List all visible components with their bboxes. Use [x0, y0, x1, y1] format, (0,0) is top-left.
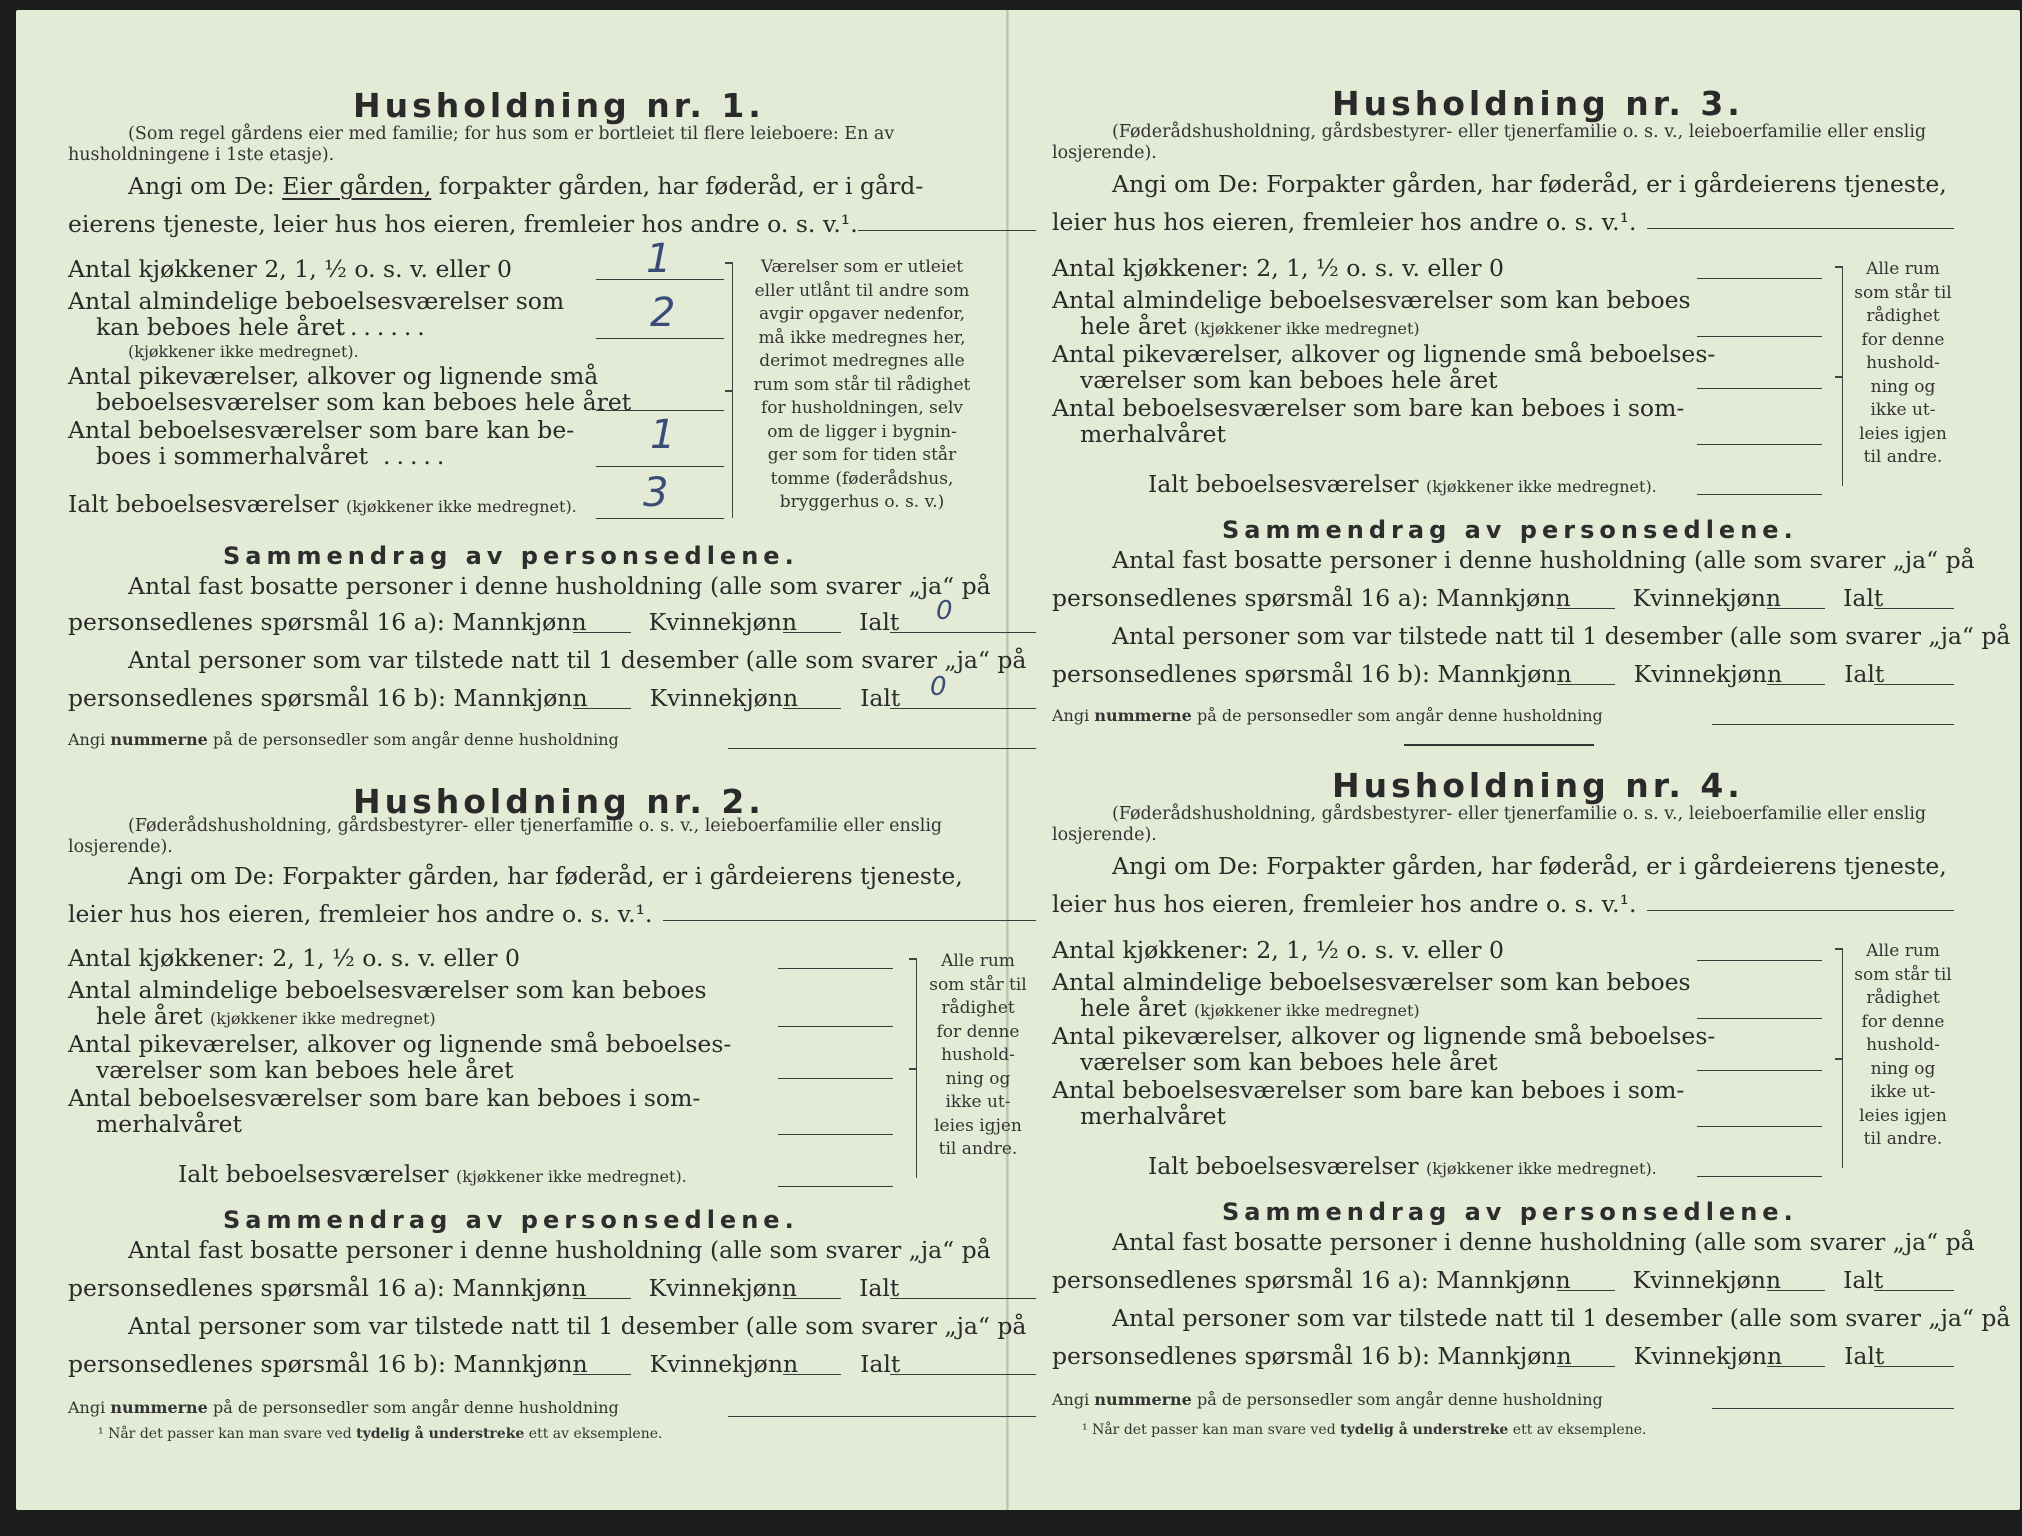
- left-footnote-bold: tydelig å understreke: [356, 1426, 525, 1442]
- h1-note-line: eller utlånt til andre som: [754, 280, 970, 301]
- h1-ialt-answer: 3: [643, 470, 669, 516]
- h4-alm-sub: (kjøkkener ikke medregnet): [1194, 1001, 1420, 1020]
- h3-fast-kvinne-rule: [1767, 608, 1825, 609]
- h3-intro: (Føderådshusholdning, gårdsbestyrer- eller tjenerfamilie o. s. v., leieboerfamilie eller enslig losjerende).: [1052, 122, 1927, 163]
- h4-note-line: som står til: [1854, 964, 1952, 985]
- h4-fast-mann-label: personsedlenes spørsmål 16 a): Mannkjønn: [1052, 1266, 1571, 1294]
- h3-note-line: ning og: [1870, 376, 1936, 397]
- right-footnote-suffix: ett av eksemplene.: [1512, 1422, 1647, 1438]
- left-footnote-suffix: ett av eksemplene.: [528, 1426, 663, 1442]
- h4-tilstede-line1: Antal personer som var tilstede natt til 1 desember (alle som svarer „ja“ på: [1112, 1304, 2011, 1332]
- h3-alm-sub: (kjøkkener ikke medregnet): [1194, 319, 1420, 338]
- h2-fast-kvinne-rule: [783, 1298, 841, 1299]
- h2-fast-mann-rule: [573, 1298, 631, 1299]
- h3-alm-label-1: Antal almindelige beboelsesværelser som kan beboes: [1052, 286, 1691, 314]
- h2-angi-line2: leier hus hos eieren, fremleier hos andre o. s. v.¹.: [68, 900, 653, 928]
- h4-nummerne-pre: Angi: [1052, 1390, 1090, 1409]
- h1-note-line: ger som for tiden står: [767, 445, 957, 465]
- h3-kjokkener-label: Antal kjøkkener: 2, 1, ½ o. s. v. eller 0: [1052, 254, 1504, 282]
- h3-note: [1848, 258, 1958, 470]
- h3-fast-ialt-rule: [1874, 608, 1954, 609]
- h4-alm-label-2-text: hele året: [1080, 994, 1187, 1022]
- h3-title: Husholdning nr. 3.: [1332, 84, 1744, 123]
- h4-angi-label: Angi om De:: [1112, 852, 1259, 880]
- h3-angi-rest: Forpakter gården, har føderåd, er i gårdeierens tjeneste,: [1266, 170, 1947, 198]
- h4-note-line: ning og: [1870, 1058, 1936, 1079]
- h3-pike-label-2: værelser som kan beboes hele året: [1080, 366, 1498, 394]
- h3-pike-rule: [1697, 388, 1822, 389]
- h4-intro: (Føderådshusholdning, gårdsbestyrer- eller tjenerfamilie o. s. v., leieboerfamilie eller enslig losjerende).: [1052, 804, 1927, 845]
- h2-fast-line1: Antal fast bosatte personer i denne husholdning (alle som svarer „ja“ på: [128, 1236, 991, 1264]
- h1-note-line: Værelser som er utleiet: [760, 257, 964, 277]
- h2-summary-title: Sammendrag av personsedlene.: [223, 1206, 799, 1234]
- h2-tilstede-ialt-rule: [890, 1374, 1036, 1375]
- h4-summary-title: Sammendrag av personsedlene.: [1222, 1198, 1798, 1226]
- h4-angi-line2: leier hus hos eieren, fremleier hos andre o. s. v.¹.: [1052, 890, 1637, 918]
- h2-tilstede-mann-rule: [573, 1374, 631, 1375]
- h2-fast-line2: [68, 1274, 899, 1302]
- h1-intro: (Som regel gårdens eier med familie; for hus som er bortleiet til flere leieboere: En av husholdningene i 1ste etasje).: [68, 124, 895, 165]
- h1-note-line: avgir opgaver nedenfor,: [758, 304, 965, 324]
- h4-tilstede-mann-rule: [1557, 1366, 1615, 1367]
- h3-tilstede-ialt-label: Ialt: [1844, 660, 1885, 688]
- h3-fast-mann-label: personsedlenes spørsmål 16 a): Mannkjønn: [1052, 584, 1571, 612]
- h1-fast-ialt-answer: 0: [936, 596, 953, 626]
- h2-note-line: til andre.: [938, 1139, 1018, 1159]
- h1-fast-line1: Antal fast bosatte personer i denne husholdning (alle som svarer „ja“ på: [128, 572, 991, 600]
- h3-note-line: ikke ut-: [1870, 400, 1936, 420]
- h3-note-line: Alle rum: [1866, 259, 1940, 279]
- h3-tilstede-kvinne-rule: [1767, 684, 1825, 685]
- h3-angi-rule: [1647, 228, 1954, 229]
- h2-fast-mann-label: personsedlenes spørsmål 16 a): Mannkjønn: [68, 1274, 587, 1302]
- h1-kjokkener-label: Antal kjøkkener 2, 1, ½ o. s. v. eller 0: [68, 255, 512, 283]
- h3-sommer-rule: [1697, 444, 1822, 445]
- h1-ialt-rule: [596, 518, 724, 519]
- h1-sommer-label-1: Antal beboelsesværelser som bare kan be-: [68, 416, 575, 444]
- h2-sommer-label-2: merhalvåret: [96, 1110, 242, 1138]
- h4-note-line: leies igjen: [1859, 1105, 1947, 1126]
- h3-fast-line2: [1052, 584, 1883, 612]
- h1-angi-line: [128, 172, 923, 200]
- h1-note-line: rum som står til rådighet: [753, 374, 971, 395]
- left-footnote-mark: ¹: [98, 1426, 104, 1442]
- h1-note: [738, 256, 986, 515]
- h2-tilstede-mann-label: personsedlenes spørsmål 16 b): Mannkjønn: [68, 1350, 588, 1378]
- h4-tilstede-kvinne-rule: [1767, 1366, 1825, 1367]
- h1-alm-answer: 2: [650, 290, 676, 336]
- h1-summary-title: Sammendrag av personsedlene.: [223, 542, 799, 570]
- h1-alm-rule: [596, 338, 724, 339]
- h1-fast-ialt-label: Ialt: [859, 608, 900, 636]
- right-footnote: [1082, 1422, 1646, 1438]
- h1-note-line: om de ligger i bygnin-: [767, 421, 957, 442]
- h1-nummerne-rule: [728, 748, 1036, 749]
- h4-note-line: rådighet: [1866, 988, 1940, 1008]
- h4-alm-rule: [1697, 1018, 1822, 1019]
- h3-angi-line2: leier hus hos eieren, fremleier hos andre o. s. v.¹.: [1052, 208, 1637, 236]
- h4-tilstede-ialt-rule: [1874, 1366, 1954, 1367]
- h4-ialt-line: [1148, 1152, 1657, 1180]
- h1-note-line: bryggerhus o. s. v.): [779, 492, 945, 512]
- h1-fast-line2: [68, 608, 899, 636]
- h1-alm-sub: (kjøkkener ikke medregnet).: [128, 342, 359, 361]
- h4-tilstede-line2: [1052, 1342, 1884, 1370]
- h3-sommer-label-2: merhalvåret: [1080, 420, 1226, 448]
- h2-note: [920, 950, 1036, 1162]
- h2-angi-label: Angi om De:: [128, 862, 275, 890]
- h4-ialt-label: Ialt beboelsesværelser: [1148, 1152, 1419, 1180]
- h2-alm-label-2-text: hele året: [96, 1002, 203, 1030]
- h4-fast-ialt-rule: [1874, 1290, 1954, 1291]
- h3-note-line: leies igjen: [1859, 423, 1947, 444]
- h4-note: [1848, 940, 1958, 1152]
- h1-kjokkener-answer: 1: [646, 236, 672, 282]
- h2-title: Husholdning nr. 2.: [353, 782, 765, 821]
- h4-note-line: Alle rum: [1866, 941, 1940, 961]
- h4-nummerne-rule: [1712, 1408, 1954, 1409]
- h2-angi-rule: [663, 920, 1036, 921]
- h4-nummerne-post: på de personsedler som angår denne husholdning: [1196, 1390, 1603, 1409]
- h3-angi-label: Angi om De:: [1112, 170, 1259, 198]
- h2-note-line: Alle rum: [941, 951, 1015, 971]
- h3-sommer-label-1: Antal beboelsesværelser som bare kan beboes i som-: [1052, 394, 1685, 422]
- h2-angi-line: [128, 862, 963, 890]
- right-footnote-bold: tydelig å understreke: [1340, 1422, 1509, 1438]
- h1-angi-label: Angi om De:: [128, 172, 275, 200]
- h2-tilstede-ialt-label: Ialt: [860, 1350, 901, 1378]
- h4-kjokkener-rule: [1697, 960, 1822, 961]
- h1-tilstede-ialt-answer: 0: [930, 672, 947, 702]
- h2-alm-sub: (kjøkkener ikke medregnet): [210, 1009, 436, 1028]
- h1-note-line: derimot medregnes alle: [759, 351, 965, 371]
- h3-nummerne-rule: [1712, 724, 1954, 725]
- h2-pike-label-2: værelser som kan beboes hele året: [96, 1056, 514, 1084]
- h1-ialt-sub: (kjøkkener ikke medregnet).: [346, 497, 577, 516]
- h3-fast-kvinne-label: Kvinnekjønn: [1632, 584, 1782, 612]
- h3-angi-line: [1112, 170, 1947, 198]
- h4-ialt-sub: (kjøkkener ikke medregnet).: [1426, 1159, 1657, 1178]
- right-page: [1052, 0, 2012, 1500]
- h1-nummerne: [68, 730, 619, 749]
- h2-nummerne-bold: nummerne: [110, 1398, 208, 1417]
- h3-note-line: som står til: [1854, 282, 1952, 303]
- h4-kjokkener-label: Antal kjøkkener: 2, 1, ½ o. s. v. eller 0: [1052, 936, 1504, 964]
- h2-tilstede-line1: Antal personer som var tilstede natt til 1 desember (alle som svarer „ja“ på: [128, 1312, 1027, 1340]
- h1-fast-mann-rule: [573, 632, 631, 633]
- h2-note-line: rådighet: [941, 998, 1015, 1018]
- h1-note-line: for husholdningen, selv: [760, 398, 964, 418]
- h2-intro: (Føderådshusholdning, gårdsbestyrer- eller tjenerfamilie o. s. v., leieboerfamilie eller enslig losjerende).: [68, 816, 943, 857]
- h1-tilstede-kvinne-rule: [783, 708, 841, 709]
- h1-pike-rule: [596, 410, 724, 411]
- h4-note-line: til andre.: [1863, 1129, 1943, 1149]
- h4-title: Husholdning nr. 4.: [1332, 766, 1744, 805]
- h2-tilstede-line2: [68, 1350, 900, 1378]
- h3-nummerne-pre: Angi: [1052, 706, 1090, 725]
- h1-title: Husholdning nr. 1.: [353, 86, 765, 125]
- h4-nummerne: [1052, 1390, 1603, 1409]
- h4-nummerne-bold: nummerne: [1094, 1390, 1192, 1409]
- h1-pike-label-1: Antal pikeværelser, alkover og lignende små: [68, 362, 599, 390]
- h3-note-line: rådighet: [1866, 306, 1940, 326]
- h1-tilstede-mann-rule: [573, 708, 631, 709]
- right-footnote-prefix: Når det passer kan man svare ved: [1092, 1422, 1336, 1438]
- h2-pike-rule: [778, 1078, 893, 1079]
- h2-ialt-sub: (kjøkkener ikke medregnet).: [456, 1167, 687, 1186]
- h1-alm-dots: ........: [323, 313, 431, 341]
- h2-ialt-label: Ialt beboelsesværelser: [178, 1160, 449, 1188]
- h2-ialt-line: [178, 1160, 687, 1188]
- h3-tilstede-mann-rule: [1557, 684, 1615, 685]
- h1-sommer-dots: .....: [383, 442, 451, 470]
- h2-angi-rest: Forpakter gården, har føderåd, er i gårdeierens tjeneste,: [282, 862, 963, 890]
- h2-nummerne-rule: [728, 1416, 1036, 1417]
- h4-fast-line1: Antal fast bosatte personer i denne husholdning (alle som svarer „ja“ på: [1112, 1228, 1975, 1256]
- h3-tilstede-line2: [1052, 660, 1884, 688]
- h2-alm-label-1: Antal almindelige beboelsesværelser som kan beboes: [68, 976, 707, 1004]
- h1-angi-line2: eierens tjeneste, leier hus hos eieren, fremleier hos andre o. s. v.¹.: [68, 210, 858, 238]
- h1-sommer-rule: [596, 466, 724, 467]
- right-footnote-mark: ¹: [1082, 1422, 1088, 1438]
- h3-alm-rule: [1697, 336, 1822, 337]
- h4-fast-kvinne-label: Kvinnekjønn: [1632, 1266, 1782, 1294]
- h3-tilstede-mann-label: personsedlenes spørsmål 16 b): Mannkjønn: [1052, 660, 1572, 688]
- left-page: [68, 0, 1028, 1500]
- h2-fast-kvinne-label: Kvinnekjønn: [648, 1274, 798, 1302]
- h1-tilstede-mann-label: personsedlenes spørsmål 16 b): Mannkjønn: [68, 684, 588, 712]
- h4-pike-label-1: Antal pikeværelser, alkover og lignende små beboelses-: [1052, 1022, 1716, 1050]
- h1-nummerne-pre: Angi: [68, 730, 106, 749]
- h4-tilstede-ialt-label: Ialt: [1844, 1342, 1885, 1370]
- h2-kjokkener-label: Antal kjøkkener: 2, 1, ½ o. s. v. eller 0: [68, 944, 520, 972]
- h3-kjokkener-rule: [1697, 278, 1822, 279]
- h1-angi-answer-underlined: Eier gården,: [282, 172, 432, 200]
- h1-ialt-label: Ialt beboelsesværelser: [68, 490, 339, 518]
- h3-fast-line1: Antal fast bosatte personer i denne husholdning (alle som svarer „ja“ på: [1112, 546, 1975, 574]
- h4-fast-line2: [1052, 1266, 1883, 1294]
- h2-note-line: for denne: [936, 1021, 1020, 1042]
- h1-nummerne-bold: nummerne: [110, 730, 208, 749]
- h2-note-line: som står til: [929, 974, 1027, 995]
- h4-fast-mann-rule: [1557, 1290, 1615, 1291]
- h4-angi-line: [1112, 852, 1947, 880]
- h1-fast-kvinne-label: Kvinnekjønn: [648, 608, 798, 636]
- h1-tilstede-kvinne-label: Kvinnekjønn: [649, 684, 799, 712]
- h2-nummerne-pre: Angi: [68, 1398, 106, 1417]
- h3-alm-label-2-text: hele året: [1080, 312, 1187, 340]
- h2-ialt-rule: [778, 1186, 893, 1187]
- h1-angi-rule: [858, 230, 1036, 231]
- h4-ialt-rule: [1697, 1176, 1822, 1177]
- h1-nummerne-post: på de personsedler som angår denne husholdning: [212, 730, 619, 749]
- h1-pike-label-2: beboelsesværelser som kan beboes hele året: [96, 388, 632, 416]
- h4-sommer-label-2: merhalvåret: [1080, 1102, 1226, 1130]
- h3-alm-label-2: [1080, 312, 1420, 340]
- h2-sommer-rule: [778, 1134, 893, 1135]
- h2-pike-label-1: Antal pikeværelser, alkover og lignende små beboelses-: [68, 1030, 732, 1058]
- h3-note-line: hushold-: [1866, 353, 1940, 373]
- h3-note-line: til andre.: [1863, 447, 1943, 467]
- h2-alm-label-2: [96, 1002, 436, 1030]
- h1-alm-label-1: Antal almindelige beboelsesværelser som: [68, 287, 565, 315]
- h4-angi-rest: Forpakter gården, har føderåd, er i gårdeierens tjeneste,: [1266, 852, 1947, 880]
- h3-tilstede-line1: Antal personer som var tilstede natt til 1 desember (alle som svarer „ja“ på: [1112, 622, 2011, 650]
- h1-fast-kvinne-rule: [783, 632, 841, 633]
- h3-ialt-sub: (kjøkkener ikke medregnet).: [1426, 477, 1657, 496]
- h1-note-line: må ikke medregnes her,: [758, 327, 966, 348]
- h4-pike-rule: [1697, 1070, 1822, 1071]
- h3-tilstede-kvinne-label: Kvinnekjønn: [1633, 660, 1783, 688]
- h3-nummerne: [1052, 706, 1603, 725]
- h3-note-line: for denne: [1861, 329, 1945, 350]
- h2-note-line: leies igjen: [934, 1115, 1022, 1136]
- h2-tilstede-kvinne-rule: [783, 1374, 841, 1375]
- h1-tilstede-line2: [68, 684, 900, 712]
- h3-ialt-rule: [1697, 494, 1822, 495]
- h1-sommer-label-2: boes i sommerhalvåret: [96, 442, 369, 470]
- section-divider: [1404, 744, 1594, 746]
- h4-alm-label-2: [1080, 994, 1420, 1022]
- h1-tilstede-ialt-label: Ialt: [860, 684, 901, 712]
- left-footnote-prefix: Når det passer kan man svare ved: [108, 1426, 352, 1442]
- h4-alm-label-1: Antal almindelige beboelsesværelser som kan beboes: [1052, 968, 1691, 996]
- h1-tilstede-ialt-rule: [890, 708, 1036, 709]
- h4-angi-rule: [1647, 910, 1954, 911]
- h3-pike-label-1: Antal pikeværelser, alkover og lignende små beboelses-: [1052, 340, 1716, 368]
- h2-fast-ialt-rule: [890, 1298, 1036, 1299]
- h3-tilstede-ialt-rule: [1874, 684, 1954, 685]
- h4-note-line: hushold-: [1866, 1035, 1940, 1055]
- h2-kjokkener-rule: [778, 968, 893, 969]
- h3-ialt-label: Ialt beboelsesværelser: [1148, 470, 1419, 498]
- h2-nummerne: [68, 1398, 619, 1417]
- h4-tilstede-mann-label: personsedlenes spørsmål 16 b): Mannkjønn: [1052, 1342, 1572, 1370]
- h2-note-line: ning og: [945, 1068, 1011, 1089]
- h2-note-line: ikke ut-: [945, 1092, 1011, 1112]
- h4-pike-label-2: værelser som kan beboes hele året: [1080, 1048, 1498, 1076]
- h1-ialt-line: [68, 490, 577, 518]
- h3-fast-mann-rule: [1557, 608, 1615, 609]
- h4-fast-kvinne-rule: [1767, 1290, 1825, 1291]
- h1-angi-rest: forpakter gården, har føderåd, er i gård-: [438, 172, 924, 200]
- h4-sommer-rule: [1697, 1126, 1822, 1127]
- h3-nummerne-bold: nummerne: [1094, 706, 1192, 725]
- h3-nummerne-post: på de personsedler som angår denne husholdning: [1196, 706, 1603, 725]
- h1-sommer-answer: 1: [650, 412, 676, 458]
- h3-fast-ialt-label: Ialt: [1843, 584, 1884, 612]
- h4-note-line: for denne: [1861, 1011, 1945, 1032]
- h2-note-line: hushold-: [941, 1045, 1015, 1065]
- h1-note-line: tomme (føderådshus,: [770, 468, 954, 489]
- h1-fast-mann-label: personsedlenes spørsmål 16 a): Mannkjønn: [68, 608, 587, 636]
- h2-sommer-label-1: Antal beboelsesværelser som bare kan beboes i som-: [68, 1084, 701, 1112]
- h3-ialt-line: [1148, 470, 1657, 498]
- h1-fast-ialt-rule: [890, 632, 1036, 633]
- h2-tilstede-kvinne-label: Kvinnekjønn: [649, 1350, 799, 1378]
- h2-nummerne-post: på de personsedler som angår denne husholdning: [212, 1398, 619, 1417]
- h4-tilstede-kvinne-label: Kvinnekjønn: [1633, 1342, 1783, 1370]
- h1-alm-label-2: kan beboes hele året: [96, 313, 345, 341]
- h2-alm-rule: [778, 1026, 893, 1027]
- h1-tilstede-line1: Antal personer som var tilstede natt til 1 desember (alle som svarer „ja“ på: [128, 646, 1027, 674]
- h4-sommer-label-1: Antal beboelsesværelser som bare kan beboes i som-: [1052, 1076, 1685, 1104]
- h4-fast-ialt-label: Ialt: [1843, 1266, 1884, 1294]
- h4-note-line: ikke ut-: [1870, 1082, 1936, 1102]
- left-footnote: [98, 1426, 662, 1442]
- h2-fast-ialt-label: Ialt: [859, 1274, 900, 1302]
- h3-summary-title: Sammendrag av personsedlene.: [1222, 516, 1798, 544]
